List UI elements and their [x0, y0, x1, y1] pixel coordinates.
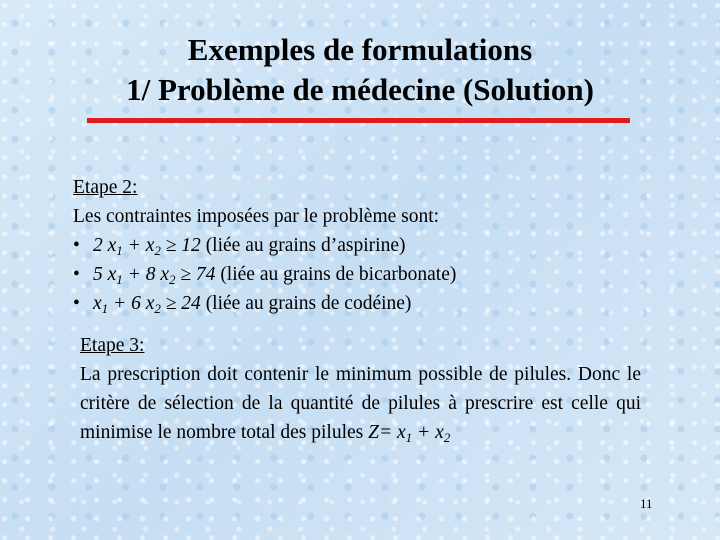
title-line-2: 1/ Problème de médecine (Solution): [126, 72, 594, 107]
step-3-section: [80, 331, 641, 447]
step-3-paragraph: La prescription doit contenir le minimum possible de pilules. Donc le critère de sélection de la quantité de pilules à prescrire est celle qui minimise le nombre total des pilules $Z= x_1 + x_2$: [80, 364, 641, 445]
objective-formula: $Z= x_1 + x_2$: [368, 422, 451, 445]
bullet-icon: •: [73, 235, 80, 256]
bullet-icon: •: [73, 293, 80, 314]
constraint-text: $x_1 + 6$ $x_2 \ge 24$ (liée au grains de codéine): [93, 293, 412, 316]
constraint-item: [73, 260, 693, 289]
title-underline-rule: [87, 118, 630, 123]
constraint-text: 2 $x_1 + x_2 \ge 12$ (liée au grains d’aspirine): [93, 235, 406, 258]
page-number: 11: [640, 496, 653, 511]
constraint-item: [73, 231, 693, 260]
step-2-intro: Les contraintes imposées par le problème sont:: [73, 206, 440, 227]
step-2-section: [73, 173, 693, 318]
step-3-heading: Etape 3:: [80, 335, 145, 356]
bullet-icon: •: [73, 264, 80, 285]
constraint-text: 5 $x_1 + 8$ $x_2 \ge 74$ (liée au grains de bicarbonate): [93, 264, 457, 287]
title-line-1: Exemples de formulations: [187, 32, 533, 67]
constraint-item: [73, 289, 693, 318]
step-2-heading: Etape 2:: [73, 177, 138, 198]
slide-title: [0, 30, 720, 110]
